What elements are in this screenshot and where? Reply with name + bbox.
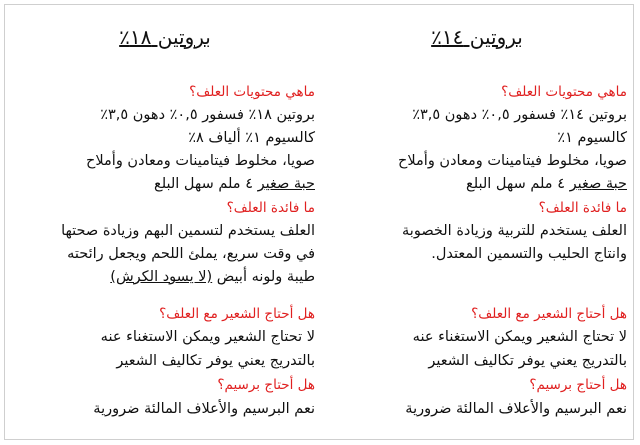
pellet-size-underlined: حبة صغير [257, 176, 315, 192]
benefit-line-2: وانتاج الحليب والتسمين المعتدل. [431, 246, 627, 262]
benefit-line-3-plain: طيبة ولونه أبيض [212, 269, 315, 285]
barley-line-1: لا تحتاج الشعير ويمكن الاستغناء عنه [412, 329, 627, 345]
question-contents: ماهي محتويات العلف؟ [501, 84, 627, 100]
contents-line-2: كالسيوم ١٪ [557, 130, 627, 146]
question-berseem: هل أحتاج برسيم؟ [217, 377, 315, 393]
feed-18-title: بروتين ١٨٪ [119, 25, 211, 49]
pellet-size-underlined: حبة صغير [569, 176, 627, 192]
question-barley: هل أحتاج الشعير مع العلف؟ [471, 306, 627, 322]
question-barley: هل أحتاج الشعير مع العلف؟ [159, 306, 315, 322]
question-contents: ماهي محتويات العلف؟ [189, 84, 315, 100]
feed-14-title: بروتين ١٤٪ [431, 25, 523, 49]
question-benefit: ما فائدة العلف؟ [226, 200, 315, 216]
pellet-size-rest: ٤ ملم سهل البلع [153, 176, 258, 192]
benefit-line-1: العلف يستخدم للتربية وزيادة الخصوبة [402, 223, 627, 239]
contents-line-2: كالسيوم ١٪ ألياف ٨٪ [188, 130, 315, 146]
barley-line-1: لا تحتاج الشعير ويمكن الاستغناء عنه [100, 329, 315, 345]
barley-line-2: بالتدريج يعني يوفر تكاليف الشعير [428, 353, 627, 369]
contents-line-1: بروتين ١٤٪ فسفور ٠,٥٪ دهون ٣,٥٪ [412, 107, 627, 123]
berseem-line-1: نعم البرسيم والأعلاف المالئة ضرورية [93, 401, 315, 417]
rumen-note-underlined: (لا يسود الكرش) [110, 269, 213, 285]
contents-line-3: صويا، مخلوط فيتامينات ومعادن وأملاح [398, 153, 627, 169]
contents-line-3: صويا، مخلوط فيتامينات ومعادن وأملاح [86, 153, 315, 169]
document-frame [4, 4, 634, 440]
berseem-line-1: نعم البرسيم والأعلاف المالئة ضرورية [405, 401, 627, 417]
barley-line-2: بالتدريج يعني يوفر تكاليف الشعير [116, 353, 315, 369]
question-benefit: ما فائدة العلف؟ [538, 200, 627, 216]
benefit-line-2: في وقت سريع، يملئ اللحم ويجعل رائحته [67, 246, 315, 262]
pellet-size-rest: ٤ ملم سهل البلع [465, 176, 570, 192]
contents-line-4 [327, 174, 627, 194]
benefit-line-3 [15, 267, 315, 287]
benefit-line-1: العلف يستخدم لتسمين البهم وزيادة صحتها [61, 223, 315, 239]
question-berseem: هل أحتاج برسيم؟ [529, 377, 627, 393]
contents-line-4 [15, 174, 315, 194]
contents-line-1: بروتين ١٨٪ فسفور ٠,٥٪ دهون ٣,٥٪ [100, 107, 315, 123]
